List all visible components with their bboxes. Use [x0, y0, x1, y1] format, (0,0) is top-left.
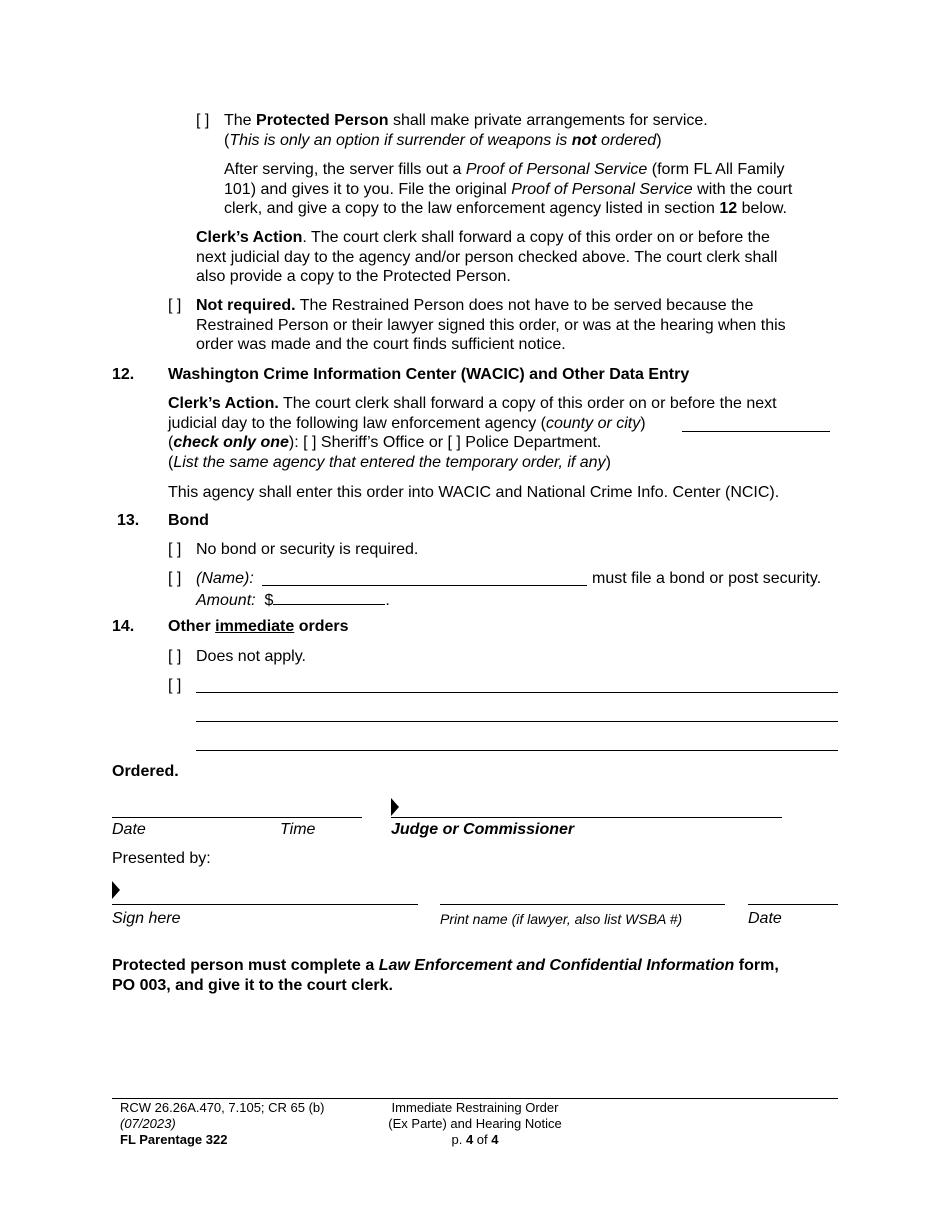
- other-orders-checkbox[interactable]: [ ]: [168, 677, 182, 694]
- other-orders-line-3[interactable]: [196, 750, 838, 751]
- section-14-title: Other immediate orders: [168, 618, 349, 635]
- other-orders-na-checkbox[interactable]: [ ]: [168, 648, 182, 665]
- presenter-signature-line[interactable]: [112, 904, 418, 905]
- section-13-number: 13.: [117, 512, 140, 529]
- bond-name-input[interactable]: [262, 585, 587, 586]
- other-orders-line-2[interactable]: [196, 721, 838, 722]
- presenter-print-name-line[interactable]: [440, 904, 725, 905]
- bond-name-label: (Name):: [196, 570, 254, 587]
- order-time-label: Time: [280, 821, 316, 838]
- order-date-label: Date: [112, 821, 146, 838]
- other-orders-na-label: Does not apply.: [196, 648, 306, 665]
- bond-none-label: No bond or security is required.: [196, 541, 419, 558]
- order-date-time-line[interactable]: [112, 817, 362, 818]
- footer-center: Immediate Restraining Order (Ex Parte) and Hearing Notice p. 4 of 4: [388, 1100, 562, 1147]
- agency-input-line[interactable]: [682, 431, 830, 432]
- section-14-number: 14.: [112, 618, 135, 635]
- bond-none-checkbox[interactable]: [ ]: [168, 541, 182, 558]
- presenter-date-label: Date: [748, 910, 782, 927]
- judge-label: Judge or Commissioner: [391, 821, 575, 838]
- service-proof-paragraph: After serving, the server fills out a Proof of Personal Service (form FL All Family 101) and gives it to you. File the original Proof of Personal Service with the court clerk, and give a copy to the law enforcement agency listed in section 12 below.: [224, 161, 793, 217]
- section-13-title: Bond: [168, 512, 209, 529]
- sign-here-label: Sign here: [112, 910, 181, 927]
- clerks-action-paragraph: Clerk’s Action. The court clerk shall forward a copy of this order on or before the next judicial day to the agency and/or person checked above. The court clerk shall also provide a copy to the Protected Person.: [196, 229, 778, 285]
- bond-amount: Amount: $ .: [196, 589, 390, 611]
- presenter-date-line[interactable]: [748, 904, 838, 905]
- footer-rule: [112, 1098, 838, 1099]
- bond-amount-input[interactable]: [273, 589, 385, 605]
- other-orders-line-1[interactable]: [196, 692, 838, 693]
- ordered-label: Ordered.: [112, 763, 179, 780]
- not-required-checkbox[interactable]: [ ]: [168, 297, 182, 314]
- bond-name-tail: must file a bond or post security.: [592, 570, 822, 587]
- service-protected-note: (This is only an option if surrender of weapons is not ordered): [224, 132, 662, 149]
- section-12-number: 12.: [112, 366, 135, 383]
- presented-by-label: Presented by:: [112, 850, 211, 867]
- section-12-title: Washington Crime Information Center (WACIC) and Other Data Entry: [168, 366, 690, 383]
- not-required-paragraph: Not required. The Restrained Person does not have to be served because the Restrained Person or their lawyer signed this order, or was at the hearing when this order was made and the court finds sufficient notice.: [196, 297, 786, 353]
- judge-signature-line[interactable]: [391, 817, 782, 818]
- section-12-ncic: This agency shall enter this order into WACIC and National Crime Info. Center (NCIC).: [168, 484, 780, 501]
- footer-left: RCW 26.26A.470, 7.105; CR 65 (b) (07/2023) FL Parentage 322: [120, 1100, 325, 1147]
- print-name-label: Print name (if lawyer, also list WSBA #): [440, 911, 683, 927]
- bond-name-checkbox[interactable]: [ ]: [168, 570, 182, 587]
- service-protected-line1: The Protected Person shall make private arrangements for service.: [224, 112, 708, 129]
- judge-sign-arrow-icon: [391, 798, 399, 816]
- section-12-clerk-paragraph: Clerk’s Action. The court clerk shall forward a copy of this order on or before the next judicial day to the following law enforcement agency (county or city) (check only one): [ ] Sheriff’s Office or [ ] Police Department. (List the same agency that entered the temporary order, if any): [168, 395, 777, 471]
- service-protected-checkbox[interactable]: [ ]: [196, 112, 210, 129]
- protected-person-notice: Protected person must complete a Law Enforcement and Confidential Information form, PO 003, and give it to the court clerk.: [112, 957, 779, 994]
- sign-here-arrow-icon: [112, 881, 120, 899]
